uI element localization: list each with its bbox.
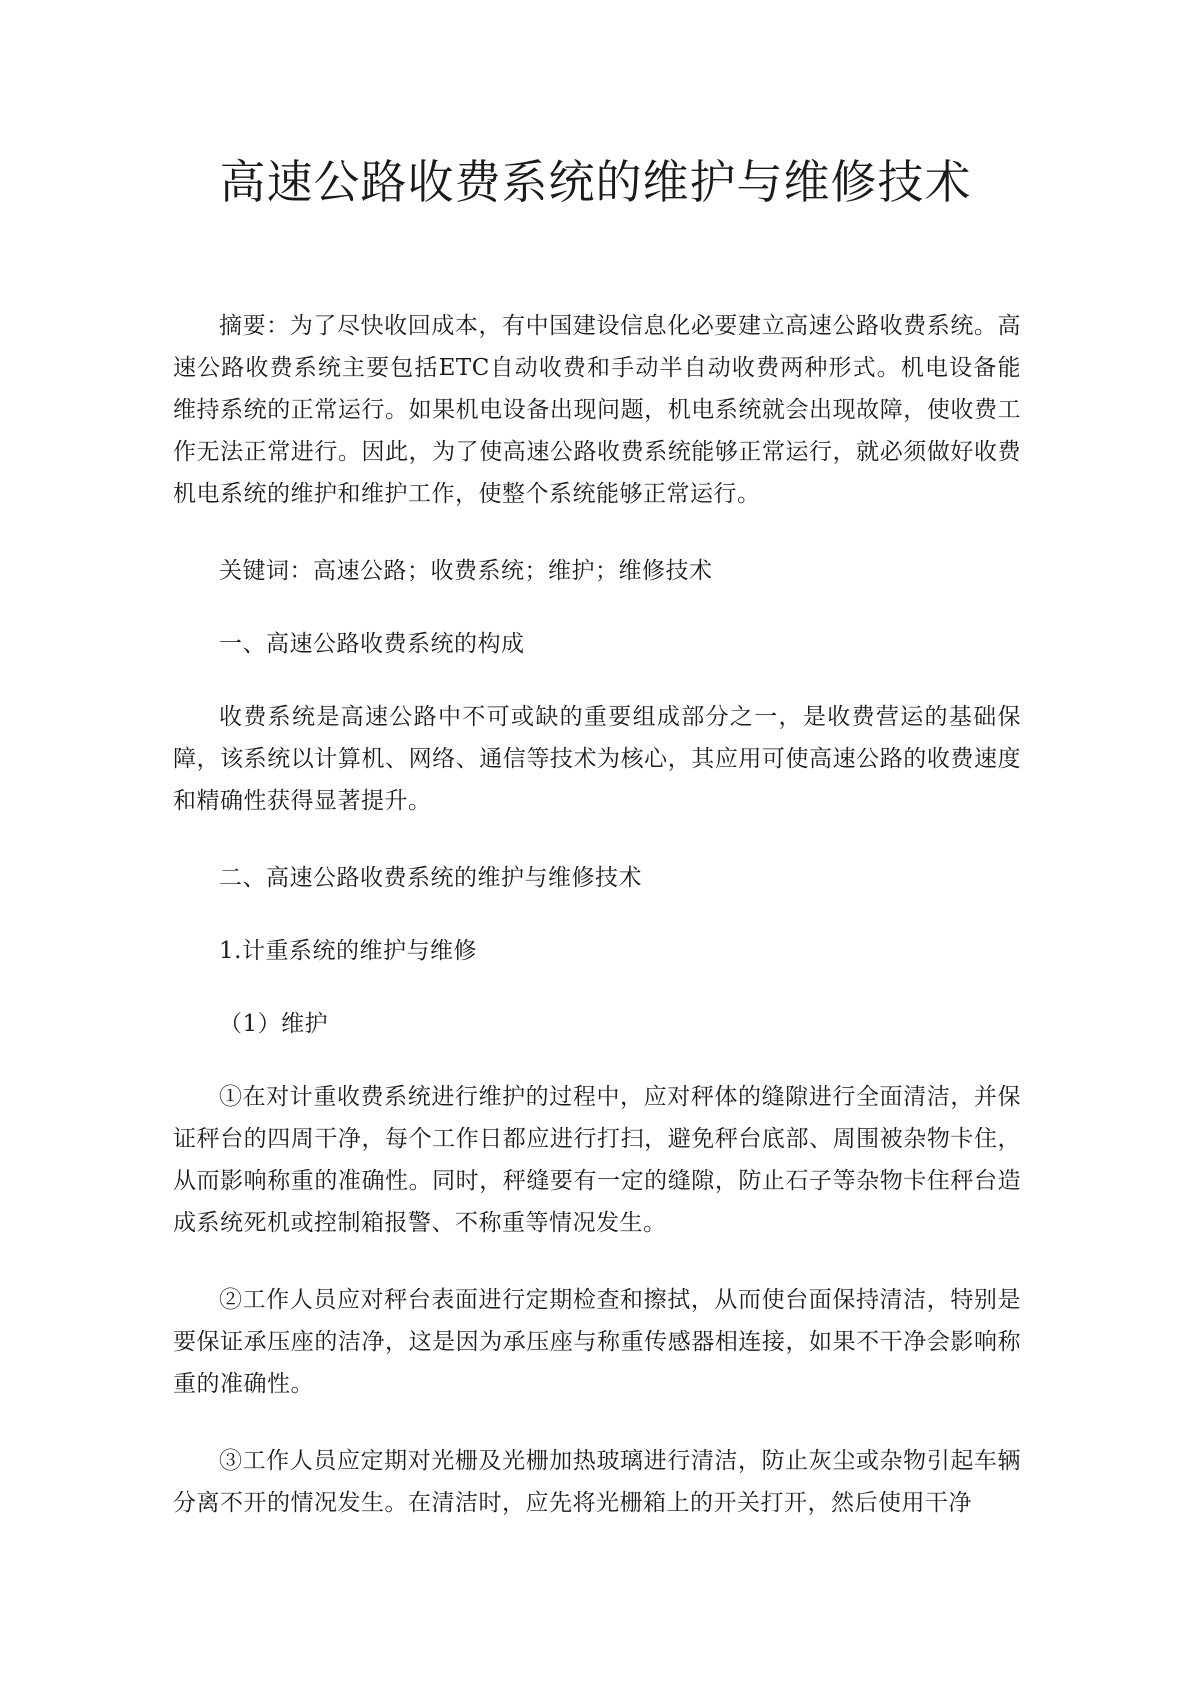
subsubsection-heading: （1）维护: [219, 1011, 329, 1037]
body-paragraph: ①在对计重收费系统进行维护的过程中，应对秤体的缝隙进行全面清洁，并保证秤台的四周干净，每个工作日都应进行打扫，避免秤台底部、周围被杂物卡住，从而影响称重的准确性。同时，秤缝要有一定的缝隙，防止石子等杂物卡住秤台造成系统死机或控制箱报警、不称重等情况发生。: [173, 1084, 1021, 1236]
abstract-paragraph: 摘要：为了尽快收回成本，有中国建设信息化必要建立高速公路收费系统。高速公路收费系统主要包括ETC自动收费和手动半自动收费两种形式。机电设备能维持系统的正常运行。如果机电设备出现问题，机电系统就会出现故障，使收费工作无法正常进行。因此，为了使高速公路收费系统能够正常运行，就必须做好收费机电系统的维护和维护工作，使整个系统能够正常运行。: [173, 313, 1021, 507]
page-title: 高速公路收费系统的维护与维修技术: [219, 155, 972, 209]
body-paragraph: 收费系统是高速公路中不可或缺的重要组成部分之一，是收费营运的基础保障，该系统以计算机、网络、通信等技术为核心，其应用可使高速公路的收费速度和精确性获得显著提升。: [173, 704, 1021, 814]
keywords-paragraph: 关键词：高速公路；收费系统；维护；维修技术: [219, 558, 713, 584]
section-heading-1: 一、高速公路收费系统的构成: [219, 631, 525, 657]
body-paragraph: ②工作人员应对秤台表面进行定期检查和擦拭，从而使台面保持清洁，特别是要保证承压座的洁净，这是因为承压座与称重传感器相连接，如果不干净会影响称重的准确性。: [173, 1287, 1021, 1397]
section-heading-2: 二、高速公路收费系统的维护与维修技术: [219, 865, 642, 891]
subsection-heading: 1.计重系统的维护与维修: [219, 938, 477, 964]
document-body: [173, 305, 1021, 1559]
body-paragraph: ③工作人员应定期对光栅及光栅加热玻璃进行清洁，防止灰尘或杂物引起车辆分离不开的情况发生。在清洁时，应先将光栅箱上的开关打开，然后使用干净: [173, 1448, 1021, 1516]
